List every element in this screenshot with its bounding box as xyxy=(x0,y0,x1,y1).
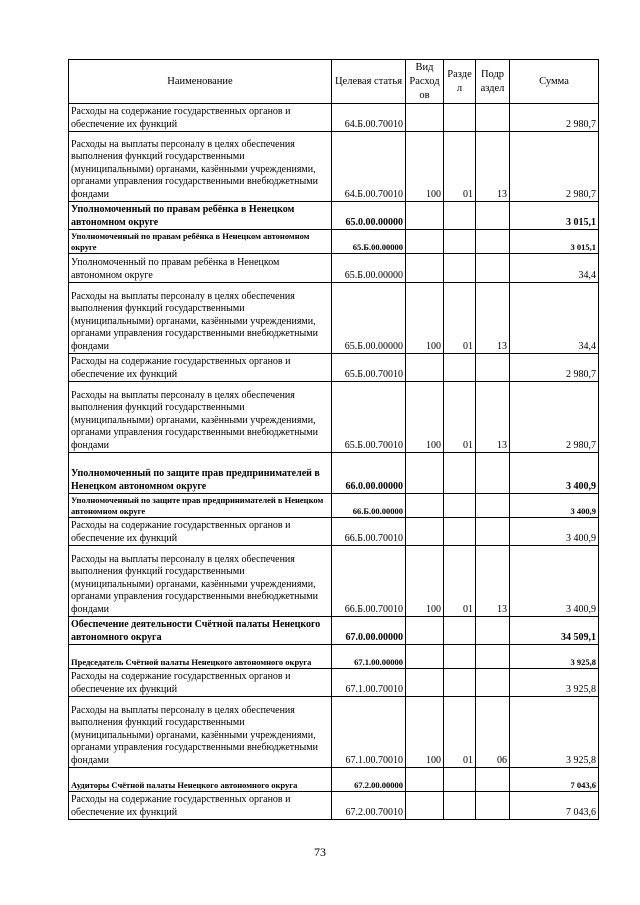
row-sum: 3 400,9 xyxy=(510,453,599,494)
row-sum: 3 925,8 xyxy=(510,669,599,697)
row-expense-type xyxy=(406,494,444,518)
page-number: 73 xyxy=(314,845,326,859)
row-sum: 3 400,9 xyxy=(510,518,599,546)
row-sum: 3 015,1 xyxy=(510,202,599,230)
row-target-article: 65.0.00.00000 xyxy=(332,202,406,230)
row-section: 01 xyxy=(444,546,476,617)
row-target-article: 66.Б.00.00000 xyxy=(332,494,406,518)
row-target-article: 65.Б.00.00000 xyxy=(332,230,406,254)
row-expense-type xyxy=(406,669,444,697)
row-name: Уполномоченный по правам ребёнка в Ненецком автономном округе xyxy=(69,202,332,230)
row-expense-type xyxy=(406,792,444,820)
row-target-article: 67.0.00.00000 xyxy=(332,617,406,645)
row-sum: 2 980,7 xyxy=(510,382,599,453)
row-section xyxy=(444,617,476,645)
row-expense-type xyxy=(406,518,444,546)
row-name: Расходы на выплаты персоналу в целях обеспечения выполнения функций государственными (муниципальными) органами, казёнными учреждениями, органами управления государственными внебюджетными фондами xyxy=(69,283,332,354)
table-row xyxy=(69,792,599,820)
row-name: Расходы на содержание государственных органов и обеспечение их функций xyxy=(69,354,332,382)
table-row xyxy=(69,230,599,254)
row-expense-type xyxy=(406,645,444,669)
row-expense-type xyxy=(406,230,444,254)
row-name: Уполномоченный по правам ребёнка в Ненецком автономном округе xyxy=(69,254,332,283)
table-row xyxy=(69,453,599,494)
row-section xyxy=(444,254,476,283)
table-row xyxy=(69,768,599,792)
row-section xyxy=(444,453,476,494)
table-body xyxy=(69,104,599,820)
row-sum: 3 400,9 xyxy=(510,494,599,518)
table-header-row xyxy=(69,60,599,104)
row-name: Расходы на выплаты персоналу в целях обеспечения выполнения функций государственными (муниципальными) органами, казёнными учреждениями, органами управления государственными внебюджетными фондами xyxy=(69,697,332,768)
table-row xyxy=(69,254,599,283)
row-section: 01 xyxy=(444,697,476,768)
row-name: Расходы на содержание государственных органов и обеспечение их функций xyxy=(69,669,332,697)
row-expense-type: 100 xyxy=(406,283,444,354)
row-target-article: 65.Б.00.00000 xyxy=(332,254,406,283)
row-target-article: 64.Б.00.70010 xyxy=(332,104,406,132)
row-section xyxy=(444,792,476,820)
table-row xyxy=(69,669,599,697)
header-target-article: Целевая статья xyxy=(332,60,406,104)
row-subsection: 13 xyxy=(476,132,510,202)
row-subsection: 13 xyxy=(476,382,510,453)
row-target-article: 67.2.00.70010 xyxy=(332,792,406,820)
table-row xyxy=(69,283,599,354)
row-section xyxy=(444,354,476,382)
row-name: Аудиторы Счётной палаты Ненецкого автономного округа xyxy=(69,768,332,792)
row-subsection xyxy=(476,518,510,546)
table-row xyxy=(69,697,599,768)
budget-table xyxy=(68,59,599,820)
header-sum: Сумма xyxy=(510,60,599,104)
row-target-article: 66.Б.00.70010 xyxy=(332,546,406,617)
row-target-article: 67.2.00.00000 xyxy=(332,768,406,792)
row-name: Расходы на содержание государственных органов и обеспечение их функций xyxy=(69,104,332,132)
table-row xyxy=(69,546,599,617)
row-section xyxy=(444,104,476,132)
row-sum: 3 015,1 xyxy=(510,230,599,254)
row-expense-type: 100 xyxy=(406,697,444,768)
row-sum: 7 043,6 xyxy=(510,792,599,820)
row-section: 01 xyxy=(444,283,476,354)
row-expense-type xyxy=(406,617,444,645)
row-target-article: 66.0.00.00000 xyxy=(332,453,406,494)
table-row xyxy=(69,645,599,669)
row-name: Расходы на выплаты персоналу в целях обеспечения выполнения функций государственными (муниципальными) органами, казёнными учреждениями, органами управления государственными внебюджетными фондами xyxy=(69,382,332,453)
row-target-article: 64.Б.00.70010 xyxy=(332,132,406,202)
row-expense-type: 100 xyxy=(406,132,444,202)
row-subsection: 13 xyxy=(476,283,510,354)
row-expense-type xyxy=(406,254,444,283)
row-sum: 3 400,9 xyxy=(510,546,599,617)
row-subsection xyxy=(476,104,510,132)
row-subsection: 06 xyxy=(476,697,510,768)
table-row xyxy=(69,494,599,518)
row-section xyxy=(444,645,476,669)
row-target-article: 65.Б.00.70010 xyxy=(332,354,406,382)
row-name: Расходы на содержание государственных органов и обеспечение их функций xyxy=(69,518,332,546)
row-name: Расходы на выплаты персоналу в целях обеспечения выполнения функций государственными (муниципальными) органами, казёнными учреждениями, органами управления государственными внебюджетными фондами xyxy=(69,132,332,202)
row-subsection xyxy=(476,254,510,283)
row-sum: 34,4 xyxy=(510,283,599,354)
row-subsection xyxy=(476,202,510,230)
row-section xyxy=(444,202,476,230)
table-row xyxy=(69,202,599,230)
row-section xyxy=(444,768,476,792)
row-subsection xyxy=(476,230,510,254)
row-sum: 34 509,1 xyxy=(510,617,599,645)
table-row xyxy=(69,354,599,382)
row-subsection xyxy=(476,669,510,697)
table-row xyxy=(69,617,599,645)
row-target-article: 67.1.00.70010 xyxy=(332,697,406,768)
row-target-article: 67.1.00.00000 xyxy=(332,645,406,669)
table-row xyxy=(69,132,599,202)
row-target-article: 65.Б.00.70010 xyxy=(332,382,406,453)
row-expense-type xyxy=(406,104,444,132)
row-subsection xyxy=(476,768,510,792)
row-sum: 34,4 xyxy=(510,254,599,283)
header-section: Разде л xyxy=(444,60,476,104)
row-section xyxy=(444,669,476,697)
row-expense-type: 100 xyxy=(406,546,444,617)
row-subsection: 13 xyxy=(476,546,510,617)
row-name: Расходы на выплаты персоналу в целях обеспечения выполнения функций государственными (муниципальными) органами, казёнными учреждениями, органами управления государственными внебюджетными фондами xyxy=(69,546,332,617)
row-expense-type xyxy=(406,453,444,494)
header-expense-type: Вид Расход ов xyxy=(406,60,444,104)
row-section: 01 xyxy=(444,382,476,453)
row-subsection xyxy=(476,792,510,820)
row-section xyxy=(444,494,476,518)
row-sum: 2 980,7 xyxy=(510,132,599,202)
table-row xyxy=(69,382,599,453)
row-sum: 3 925,8 xyxy=(510,645,599,669)
header-name: Наименование xyxy=(69,60,332,104)
row-name: Уполномоченный по защите прав предпринимателей в Ненецком автономном округе xyxy=(69,453,332,494)
row-sum: 3 925,8 xyxy=(510,697,599,768)
table-row xyxy=(69,104,599,132)
row-name: Уполномоченный по правам ребёнка в Ненецком автономном округе xyxy=(69,230,332,254)
row-sum: 7 043,6 xyxy=(510,768,599,792)
row-name: Обеспечение деятельности Счётной палаты Ненецкого автономного округа xyxy=(69,617,332,645)
row-expense-type xyxy=(406,202,444,230)
row-name: Расходы на содержание государственных органов и обеспечение их функций xyxy=(69,792,332,820)
row-sum: 2 980,7 xyxy=(510,354,599,382)
row-target-article: 66.Б.00.70010 xyxy=(332,518,406,546)
row-name: Уполномоченный по защите прав предпринимателей в Ненецком автономном округе xyxy=(69,494,332,518)
row-section xyxy=(444,518,476,546)
row-subsection xyxy=(476,645,510,669)
row-section xyxy=(444,230,476,254)
row-target-article: 67.1.00.70010 xyxy=(332,669,406,697)
row-subsection xyxy=(476,617,510,645)
row-expense-type xyxy=(406,354,444,382)
row-expense-type: 100 xyxy=(406,382,444,453)
row-subsection xyxy=(476,453,510,494)
row-target-article: 65.Б.00.00000 xyxy=(332,283,406,354)
row-section: 01 xyxy=(444,132,476,202)
row-subsection xyxy=(476,494,510,518)
table-row xyxy=(69,518,599,546)
row-subsection xyxy=(476,354,510,382)
header-subsection: Подр аздел xyxy=(476,60,510,104)
row-sum: 2 980,7 xyxy=(510,104,599,132)
row-expense-type xyxy=(406,768,444,792)
row-name: Председатель Счётной палаты Ненецкого автономного округа xyxy=(69,645,332,669)
